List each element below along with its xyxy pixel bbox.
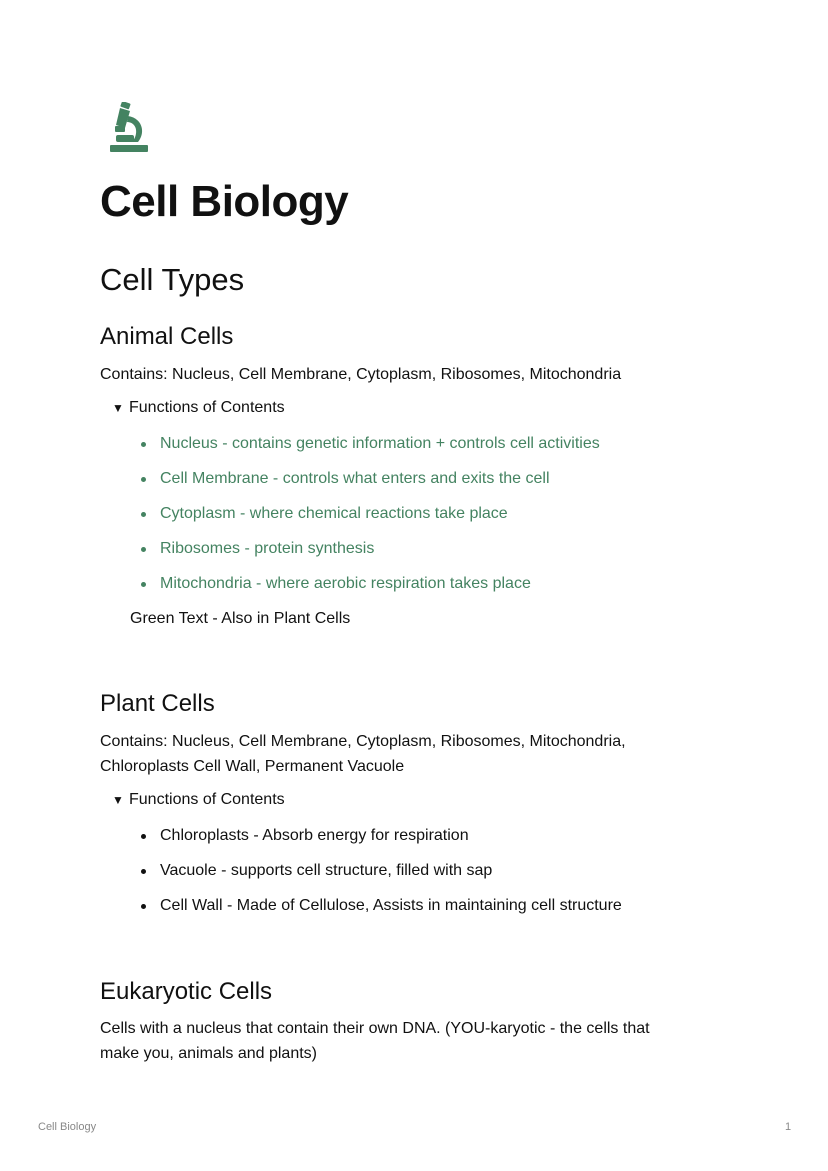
green-text-note: Green Text - Also in Plant Cells [130,610,351,627]
plant-functions-list [137,825,622,930]
plant-contains-line-1: Contains: Nucleus, Cell Membrane, Cytoplasm, Ribosomes, Mitochondria, [100,733,626,750]
animal-functions-toggle[interactable] [112,397,285,419]
list-item: Ribosomes - protein synthesis [137,538,600,573]
animal-functions-list [137,433,600,608]
heading-plant-cells: Plant Cells [100,690,215,717]
animal-contains-text: Contains: Nucleus, Cell Membrane, Cytoplasm, Ribosomes, Mitochondria [100,366,622,383]
heading-animal-cells: Animal Cells [100,323,234,350]
heading-eukaryotic-cells: Eukaryotic Cells [100,978,273,1005]
section-heading-cell-types: Cell Types [100,262,245,297]
list-item: Mitochondria - where aerobic respiration takes place [137,573,600,608]
plant-contains-text [100,729,730,779]
triangle-down-icon[interactable]: ▼ [112,401,124,415]
toggle-label: Functions of Contents [129,791,285,808]
eukaryotic-line-1: Cells with a nucleus that contain their own DNA. (YOU-karyotic - the cells that [100,1020,650,1037]
list-item: Chloroplasts - Absorb energy for respiration [137,825,622,860]
eukaryotic-line-2: make you, animals and plants) [100,1045,317,1062]
list-item: Cell Wall - Made of Cellulose, Assists in maintaining cell structure [137,895,622,930]
toggle-label: Functions of Contents [129,399,285,416]
footer-page-number: 1 [785,1121,792,1133]
microscope-icon [108,102,150,154]
list-item: Cell Membrane - controls what enters and exits the cell [137,468,600,503]
triangle-down-icon[interactable]: ▼ [112,793,124,807]
plant-contains-line-2: Chloroplasts Cell Wall, Permanent Vacuole [100,758,405,775]
list-item: Nucleus - contains genetic information + controls cell activities [137,433,600,468]
footer-document-title: Cell Biology [38,1121,97,1133]
plant-functions-toggle[interactable] [112,789,285,811]
list-item: Vacuole - supports cell structure, filled with sap [137,860,622,895]
page-title: Cell Biology [100,177,349,226]
eukaryotic-text [100,1016,730,1066]
list-item: Cytoplasm - where chemical reactions take place [137,503,600,538]
